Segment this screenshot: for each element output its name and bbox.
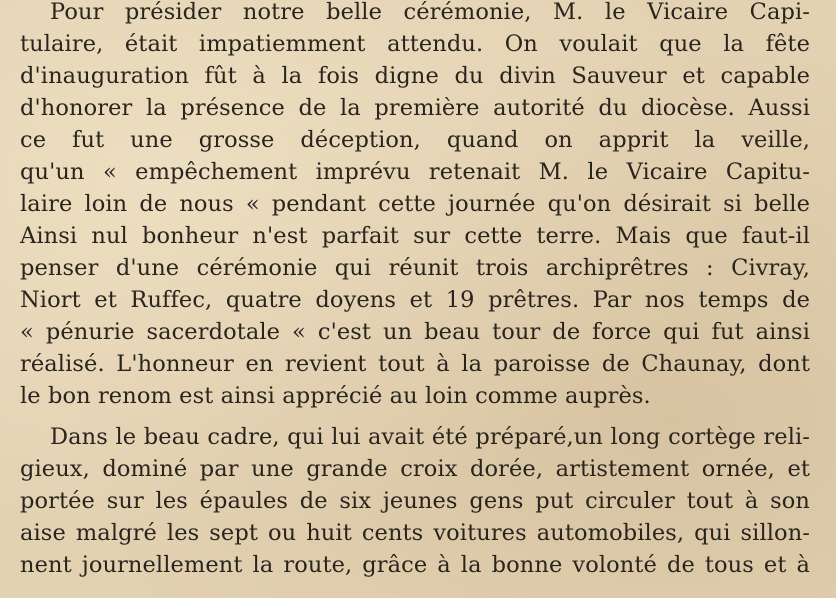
text-line: tulaire, était impatiemment attendu. On voulait que la fête (20, 31, 810, 57)
text-line: Ainsi nul bonheur n'est parfait sur cette terre. Mais que faut-il (20, 223, 810, 249)
text-line: qu'un « empêchement imprévu retenait M. le Vicaire Capitu- (20, 159, 810, 185)
text-line: d'inauguration fût à la fois digne du divin Sauveur et capable (20, 63, 810, 89)
text-line: laire loin de nous « pendant cette journée qu'on désirait si belle (20, 191, 810, 217)
text-line: aise malgré les sept ou huit cents voitures automobiles, qui sillon- (20, 520, 810, 546)
text-line: d'honorer la présence de la première autorité du diocèse. Aussi (20, 95, 810, 121)
text-line: Pour présider notre belle cérémonie, M. le Vicaire Capi- (50, 0, 810, 25)
text-line: portée sur les épaules de six jeunes gens put circuler tout à son (20, 488, 810, 514)
text-line: nent journellement la route, grâce à la bonne volonté de tous et à (20, 552, 810, 578)
text-line: Niort et Ruffec, quatre doyens et 19 prêtres. Par nos temps de (20, 287, 810, 313)
text-line: penser d'une cérémonie qui réunit trois archiprêtres : Civray, (20, 255, 810, 281)
text-line: réalisé. L'honneur en revient tout à la paroisse de Chaunay, dont (20, 351, 810, 377)
text-line: gieux, dominé par une grande croix dorée, artistement ornée, et (20, 456, 810, 482)
text-line: Dans le beau cadre, qui lui avait été préparé,un long cortège reli- (50, 424, 810, 450)
text-line: ce fut une grosse déception, quand on apprit la veille, (20, 127, 810, 153)
text-line: le bon renom est ainsi apprécié au loin comme auprès. (20, 383, 651, 409)
text-line: « pénurie sacerdotale « c'est un beau tour de force qui fut ainsi (20, 319, 810, 345)
